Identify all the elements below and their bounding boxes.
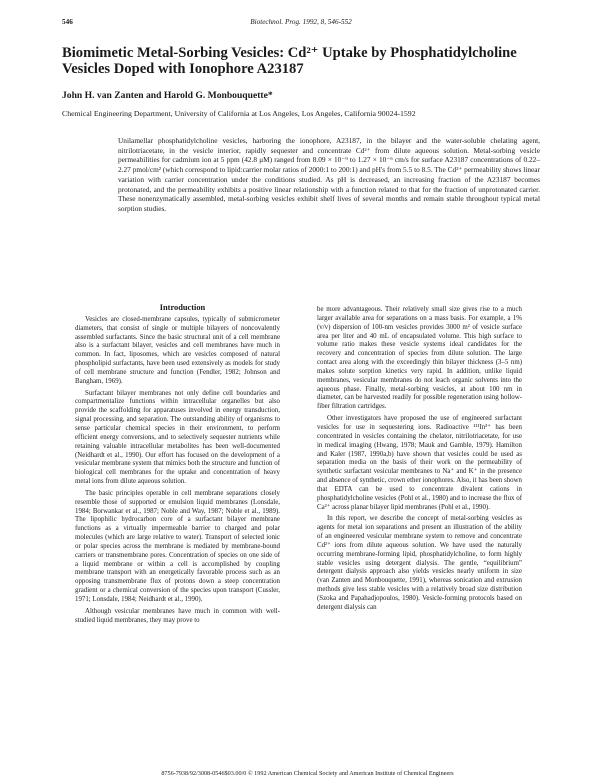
author-list: John H. van Zanten and Harold G. Monbouquette*: [62, 90, 273, 101]
page-number: 546: [62, 18, 73, 26]
body-paragraph: The basic principles operable in cell membrane separations closely resemble those of supported or emulsion liquid membranes (Lonsdale, 1984; Borwankar et al., 1987; Noble and Way, 1987; Noble et al., 1989). The lipophilic hydrocarbon core of a surfactant bilayer membrane functions as a virtually impermeable barrier to charged and polar molecules (which are large relative to water). Transport of selected ionic or polar species across the membrane is mediated by membrane-bound carriers or transmembrane pores. Concentration of species on one side of a liquid membrane or within a cell is accomplished by coupling membrane transport with an energetically favorable process such as an opposing transmembrane flux of protons down a steep concentration gradient or a chemical conversion of the species upon transport (Cussler, 1971; Lonsdale, 1984; Neidhardt et al., 1990).: [75, 489, 280, 603]
body-paragraph: Vesicles are closed-membrane capsules, typically of submicrometer diameters, that consist of single or multiple bilayers of noncovalently assembled surfactants. Since the basic structural unit of a cell membrane also is a surfactant bilayer, vesicles and cell membranes have much in common. In fact, liposomes, which are vesicles composed of natural phospholipid surfactants, have been used extensively as models for study of cell membrane structure and function (Fendler, 1982; Johnson and Bangham, 1969).: [75, 315, 280, 385]
body-paragraph: In this report, we describe the concept of metal-sorbing vesicles as agents for metal ion separations and present an illustration of the ability of an engineered vesicular membrane system to remove and concentrate Cd²⁺ ions from dilute aqueous solution. We have used the naturally occurring membrane-forming lipid, phosphatidylcholine, to form highly stable vesicles using detergent dialysis. The gentle, “equilibrium” detergent dialysis approach also yields vesicles nearly uniform in size (van Zanten and Monbouquette, 1991), whereas sonication and extrusion methods give less stable vesicles with a relatively broad size distribution (Szoka and Papahadjopoulos, 1980). Vesicle-forming protocols based on detergent dialysis can: [317, 515, 522, 611]
left-column: [75, 304, 280, 629]
section-heading-introduction: Introduction: [159, 303, 206, 312]
running-head: [62, 18, 540, 30]
body-paragraph: be more advantageous. Their relatively small size gives rise to a much larger available area for separations on a mass basis. For example, a 1% (v/v) dispersion of 100-nm vesicles provides 3000 m² of vesicle surface area per liter and 40 mL of encapsulated volume. This high surface to volume ratio makes these vesicle systems ideal candidates for the recovery and concentration of species from dilute solution. The large contact area along with the exceedingly thin bilayer thickness (3–5 nm) makes solute sorption kinetics very rapid. In addition, unlike liquid membranes, vesicular membranes do not leach organic solvents into the aqueous phase. Finally, metal-sorbing vesicles, at about 100 nm in diameter, can be harvested readily for possible regeneration using hollow-fiber filtration cartridges.: [317, 306, 522, 411]
body-paragraph: Surfactant bilayer membranes not only define cell boundaries and compartmentalize functions within intracellular organelles but also provide the scaffolding for apparatuses involved in energy transduction, signal processing, and separation. The outstanding ability of organisms to sense particular chemical species in their environment, to perform efficient energy conversions, and to selectively sequester nutrients while retaining valuable intracellular metabolites has been well-documented (Neidhardt et al., 1990). Our effort has focused on the development of a vesicular membrane system that mimics both the structure and function of biological cell membranes for the uptake and concentration of heavy metal ions from dilute aqueous solution.: [75, 389, 280, 486]
abstract: Unilamellar phosphatidylcholine vesicles, harboring the ionophore, A23187, in the bilayer and the water-soluble chelating agent, nitrilotriacetate, in the vesicle interior, rapidly sequester and concentrate Cd²⁺ from dilute aqueous solution. Metal-sorbing vesicle permeabilities for cadmium ion at 5 ppm (42.8 μM) ranged from 8.09 × 10⁻⁹ to 1.27 × 10⁻⁶ cm/s for surface A23187 concentrations of 0.22–2.27 pmol/cm² (which correspond to lipid:carrier molar ratios of 2000:1 to 200:1) and pH's from 5.5 to 8.5. The Cd²⁺ permeability shows linear variation with carrier concentration under the conditions studied. As pH is decreased, an increasing fraction of the A23187 becomes protonated, and the permeability exhibits a positive linear relationship with a function related to that for the fraction of unprotonated carrier. These nonenzymatically assembled, metal-sorbing vesicles exhibit shelf lives of several months and remain stable throughout typical metal sorption studies.: [118, 136, 540, 213]
author-affiliation: Chemical Engineering Department, University of California at Los Angeles, Los Angeles, California 90024-1592: [62, 109, 416, 118]
right-column: [317, 306, 522, 616]
body-paragraph: Although vesicular membranes have much in common with well-studied liquid membranes, they may prove to: [75, 607, 280, 624]
journal-citation: Biotechnol. Prog. 1992, 8, 546-552: [250, 18, 352, 26]
body-paragraph: Other investigators have proposed the use of engineered surfactant vesicles for use in sequestering ions. Radioactive ¹¹¹In³⁺ has been concentrated in vesicles containing the chelator, nitrilotriacetate, for use in medical imaging (Hwang, 1978; Mauk and Gamble, 1979). Hamilton and Kaler (1987, 1990a,b) have shown that vesicles could be used as separation media on the basis of their work on the permeability of synthetic surfactant vesicular membranes to Na⁺ and K⁺ in the presence and absence of synthetic, crown ether ionophores. Also, it has been shown that EDTA can be used to concentrate divalent cations in phosphatidylcholine vesicles (Pohl et al., 1980) and to increase the flux of Ca²⁺ across planar bilayer lipid membranes (Pohl et al., 1990).: [317, 415, 522, 511]
article-title: Biomimetic Metal-Sorbing Vesicles: Cd²⁺ Uptake by Phosphatidylcholine Vesicles Doped with Ionophore A23187: [62, 45, 517, 77]
copyright-footer: 8756-7938/92/3008-0546$03.00/0 © 1992 American Chemical Society and American Institute of Chemical Engineers: [161, 770, 454, 777]
